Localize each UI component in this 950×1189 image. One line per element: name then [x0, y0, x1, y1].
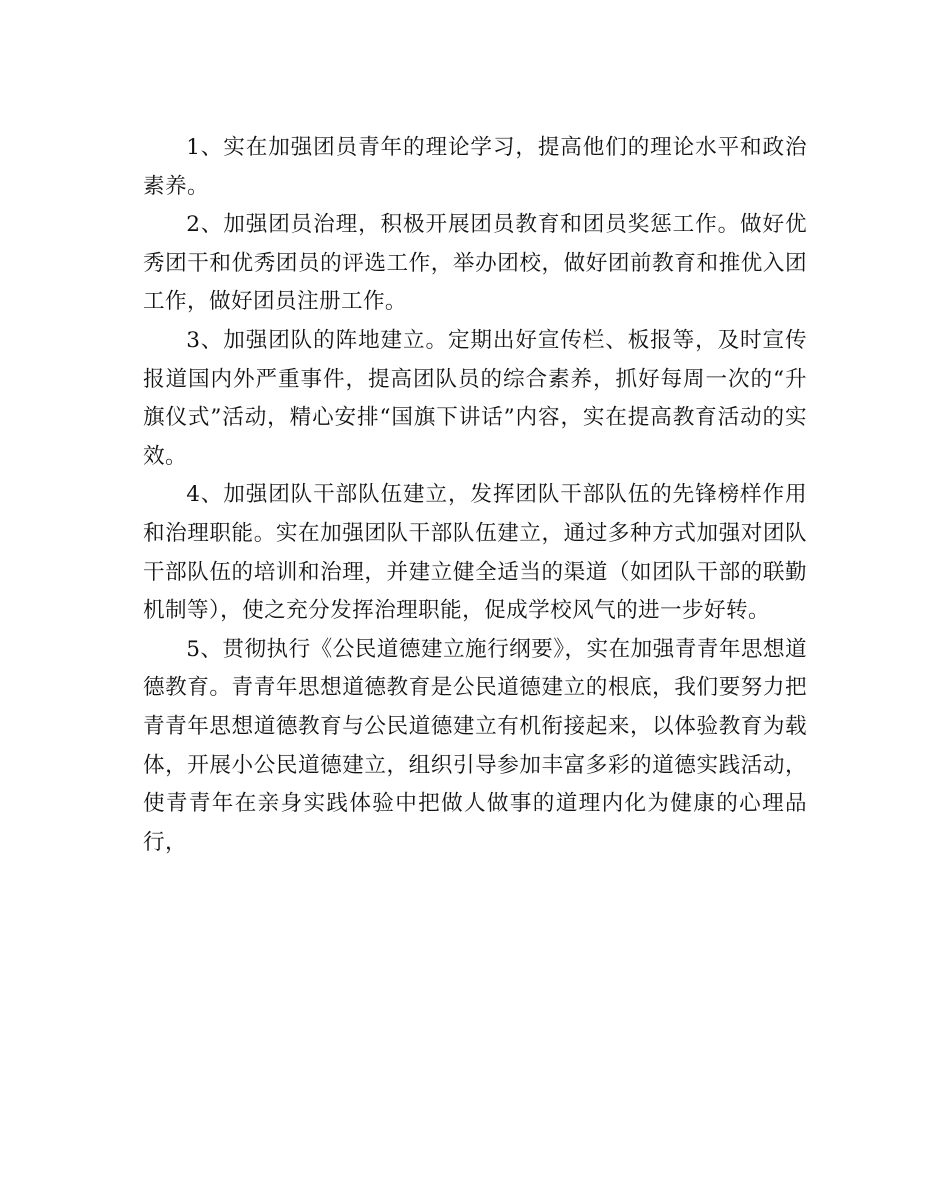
- paragraph-3: 3、加强团队的阵地建立。定期出好宣传栏、板报等，及时宣传报道国内外严重事件，提高团队员的综合素养，抓好每周一次的“升旗仪式”活动，精心安排“国旗下讲话”内容，实在提高教育活动的实效。: [143, 327, 807, 469]
- document-body: [143, 129, 807, 862]
- paragraph-4: 4、加强团队干部队伍建立，发挥团队干部队伍的先锋榜样作用和治理职能。实在加强团队干部队伍建立，通过多种方式加强对团队干部队伍的培训和治理，并建立健全适当的渠道（如团队干部的联勤机制等），使之充分发挥治理职能，促成学校风气的进一步好转。: [143, 482, 807, 624]
- paragraph-2: 2、加强团员治理，积极开展团员教育和团员奖惩工作。做好优秀团干和优秀团员的评选工作，举办团校，做好团前教育和推优入团工作，做好团员注册工作。: [143, 212, 807, 315]
- paragraph-1: 1、实在加强团员青年的理论学习，提高他们的理论水平和政治素养。: [143, 135, 807, 199]
- paragraph-5: 5、贯彻执行《公民道德建立施行纲要》，实在加强青青年思想道德教育。青青年思想道德教育是公民道德建立的根底，我们要努力把青青年思想道德教育与公民道德建立有机衔接起来，以体验教育为载体，开展小公民道德建立，组织引导参加丰富多彩的道德实践活动，使青青年在亲身实践体验中把做人做事的道理内化为健康的心理品行，: [143, 636, 807, 855]
